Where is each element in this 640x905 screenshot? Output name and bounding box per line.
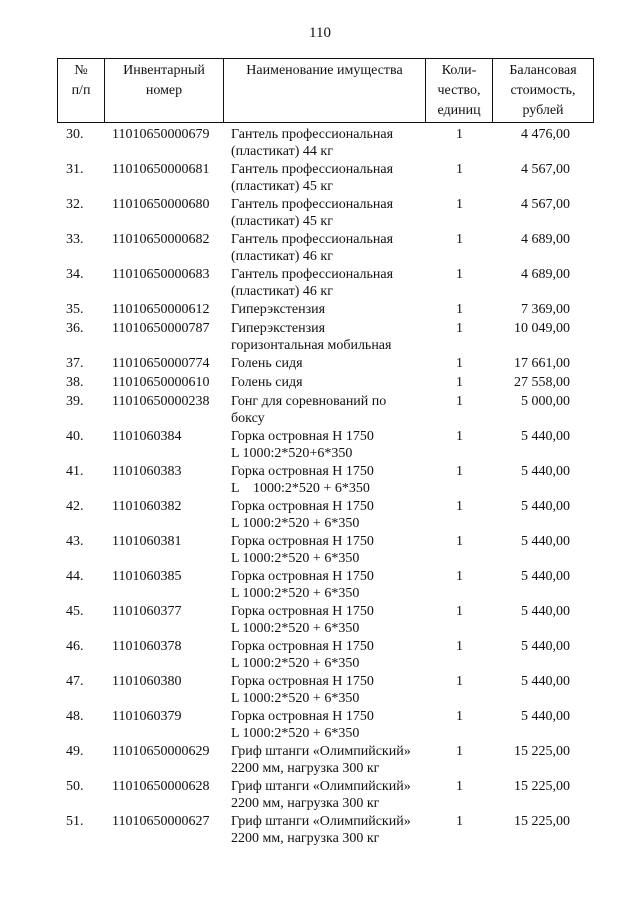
header-num-text: № п/п (71, 63, 91, 98)
inventory-number: 11010650000774 (112, 356, 210, 371)
table-row (57, 671, 594, 706)
balance-cost: 4 567,00 (521, 197, 570, 212)
item-name: Гриф штанги «Олимпийский» 2200 мм, нагрузка 300 кг (231, 779, 411, 811)
balance-cost: 5 000,00 (521, 394, 570, 409)
balance-cost: 5 440,00 (521, 639, 570, 654)
table-row (57, 426, 594, 461)
item-name: Гантель профессиональная (пластикат) 45 кг (231, 162, 394, 194)
table-row (57, 391, 594, 426)
inventory-number: 1101060382 (112, 499, 182, 514)
quantity: 1 (456, 356, 463, 371)
balance-cost: 5 440,00 (521, 709, 570, 724)
quantity: 1 (456, 674, 463, 689)
item-name: Горка островная Н 1750 L 1000:2*520 + 6*350 (231, 534, 374, 566)
table-row (57, 264, 594, 299)
quantity: 1 (456, 709, 463, 724)
quantity: 1 (456, 232, 463, 247)
balance-cost: 7 369,00 (521, 302, 570, 317)
row-number: 36. (66, 321, 84, 336)
quantity: 1 (456, 534, 463, 549)
quantity: 1 (456, 779, 463, 794)
table-row (57, 194, 594, 229)
item-name: Гантель профессиональная (пластикат) 44 кг (231, 127, 394, 159)
table-header (57, 58, 594, 123)
table-row (57, 496, 594, 531)
balance-cost: 5 440,00 (521, 464, 570, 479)
table-row (57, 159, 594, 194)
quantity: 1 (456, 302, 463, 317)
table-row (57, 811, 594, 846)
row-number: 30. (66, 127, 84, 142)
page-number: 110 (309, 25, 331, 41)
inventory-number: 1101060377 (112, 604, 182, 619)
inventory-number: 1101060381 (112, 534, 182, 549)
inventory-number: 11010650000627 (112, 814, 210, 829)
item-name: Горка островная Н 1750 L 1000:2*520 + 6*350 (231, 639, 374, 671)
row-number: 40. (66, 429, 84, 444)
row-number: 32. (66, 197, 84, 212)
item-name: Горка островная Н 1750 L 1000:2*520 + 6*350 (231, 569, 374, 601)
balance-cost: 10 049,00 (514, 321, 570, 336)
header-name-text: Наименование имущества (246, 63, 403, 78)
inventory-number: 1101060385 (112, 569, 182, 584)
header-inventory-text: Инвентарный номер (123, 63, 205, 98)
table-row (57, 461, 594, 496)
item-name: Гиперэкстензия (231, 302, 326, 317)
row-number: 37. (66, 356, 84, 371)
quantity: 1 (456, 814, 463, 829)
quantity: 1 (456, 162, 463, 177)
quantity: 1 (456, 569, 463, 584)
quantity: 1 (456, 394, 463, 409)
item-name: Гантель профессиональная (пластикат) 46 кг (231, 232, 394, 264)
item-name: Гриф штанги «Олимпийский» 2200 мм, нагрузка 300 кг (231, 814, 411, 846)
inventory-number: 11010650000629 (112, 744, 210, 759)
balance-cost: 5 440,00 (521, 674, 570, 689)
table-row (57, 229, 594, 264)
balance-cost: 4 689,00 (521, 232, 570, 247)
quantity: 1 (456, 197, 463, 212)
item-name: Голень сидя (231, 375, 303, 390)
table-row (57, 566, 594, 601)
table-row (57, 636, 594, 671)
quantity: 1 (456, 639, 463, 654)
table-row (57, 531, 594, 566)
item-name: Гриф штанги «Олимпийский» 2200 мм, нагрузка 300 кг (231, 744, 411, 776)
item-name: Горка островная Н 1750 L 1000:2*520 + 6*350 (231, 709, 374, 741)
table-row (57, 299, 594, 318)
row-number: 38. (66, 375, 84, 390)
item-name: Горка островная Н 1750 L 1000:2*520 + 6*350 (231, 674, 374, 706)
inventory-number: 11010650000680 (112, 197, 210, 212)
balance-cost: 5 440,00 (521, 429, 570, 444)
item-name: Горка островная Н 1750 L 1000:2*520+6*350 (231, 429, 374, 461)
item-name: Горка островная Н 1750 L 1000:2*520 + 6*350 (231, 499, 374, 531)
table-row (57, 776, 594, 811)
quantity: 1 (456, 375, 463, 390)
balance-cost: 15 225,00 (514, 814, 570, 829)
item-name: Горка островная Н 1750 L 1000:2*520 + 6*350 (231, 604, 374, 636)
header-cost-text: Балансовая стоимость, рублей (509, 63, 577, 118)
row-number: 50. (66, 779, 84, 794)
inventory-number: 11010650000679 (112, 127, 210, 142)
quantity: 1 (456, 499, 463, 514)
inventory-number: 11010650000682 (112, 232, 210, 247)
header-name (224, 59, 426, 122)
balance-cost: 4 476,00 (521, 127, 570, 142)
balance-cost: 17 661,00 (514, 356, 570, 371)
quantity: 1 (456, 604, 463, 619)
table-row (57, 741, 594, 776)
inventory-number: 1101060383 (112, 464, 182, 479)
row-number: 42. (66, 499, 84, 514)
inventory-number: 11010650000628 (112, 779, 210, 794)
table-row (57, 353, 594, 372)
row-number: 47. (66, 674, 84, 689)
row-number: 41. (66, 464, 84, 479)
balance-cost: 27 558,00 (514, 375, 570, 390)
quantity: 1 (456, 429, 463, 444)
item-name: Голень сидя (231, 356, 303, 371)
header-inventory (105, 59, 224, 122)
balance-cost: 5 440,00 (521, 604, 570, 619)
row-number: 44. (66, 569, 84, 584)
table-row (57, 372, 594, 391)
quantity: 1 (456, 267, 463, 282)
header-num (58, 59, 105, 122)
row-number: 48. (66, 709, 84, 724)
table-row (57, 601, 594, 636)
table-body (57, 124, 594, 846)
row-number: 35. (66, 302, 84, 317)
balance-cost: 15 225,00 (514, 779, 570, 794)
table-row (57, 706, 594, 741)
row-number: 51. (66, 814, 84, 829)
row-number: 45. (66, 604, 84, 619)
quantity: 1 (456, 321, 463, 336)
balance-cost: 5 440,00 (521, 534, 570, 549)
item-name: Горка островная Н 1750 L 1000:2*520 + 6*350 (231, 464, 374, 496)
row-number: 39. (66, 394, 84, 409)
item-name: Гантель профессиональная (пластикат) 46 кг (231, 267, 394, 299)
item-name: Гантель профессиональная (пластикат) 45 кг (231, 197, 394, 229)
balance-cost: 5 440,00 (521, 569, 570, 584)
header-cost (493, 59, 593, 122)
item-name: Гиперэкстензия горизонтальная мобильная (231, 321, 392, 353)
row-number: 31. (66, 162, 84, 177)
quantity: 1 (456, 464, 463, 479)
balance-cost: 4 567,00 (521, 162, 570, 177)
header-qty-text: Коли- чество, единиц (437, 63, 481, 118)
balance-cost: 4 689,00 (521, 267, 570, 282)
inventory-number: 1101060384 (112, 429, 182, 444)
inventory-number: 11010650000683 (112, 267, 210, 282)
table-row (57, 318, 594, 353)
quantity: 1 (456, 744, 463, 759)
balance-cost: 15 225,00 (514, 744, 570, 759)
row-number: 49. (66, 744, 84, 759)
inventory-number: 11010650000238 (112, 394, 210, 409)
inventory-number: 1101060380 (112, 674, 182, 689)
row-number: 34. (66, 267, 84, 282)
balance-cost: 5 440,00 (521, 499, 570, 514)
inventory-number: 1101060379 (112, 709, 182, 724)
row-number: 43. (66, 534, 84, 549)
inventory-number: 11010650000681 (112, 162, 210, 177)
inventory-number: 11010650000787 (112, 321, 210, 336)
inventory-number: 11010650000610 (112, 375, 210, 390)
quantity: 1 (456, 127, 463, 142)
table-row (57, 124, 594, 159)
inventory-number: 1101060378 (112, 639, 182, 654)
row-number: 33. (66, 232, 84, 247)
item-name: Гонг для соревнований по боксу (231, 394, 387, 426)
inventory-number: 11010650000612 (112, 302, 210, 317)
row-number: 46. (66, 639, 84, 654)
header-qty (426, 59, 493, 122)
